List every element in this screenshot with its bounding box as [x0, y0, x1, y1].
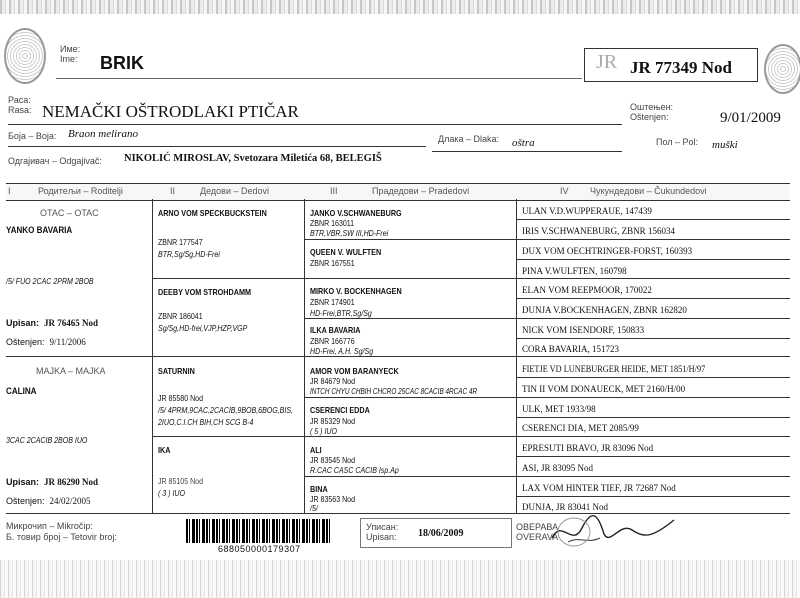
ggg-3: DUX VOM OECHTRINGER-FORST, 160393	[522, 246, 693, 256]
father-name: YANKO BAVARIA	[6, 225, 73, 236]
grandparent-3-reg: JR 85580 Nod	[158, 394, 204, 403]
col-grandparents: Дедови – Dedovi	[200, 186, 269, 196]
grandparent-4-info: ( 3 ) IUO	[158, 489, 185, 498]
great-grandparent-8-name: BINA	[310, 484, 328, 494]
sex-value: muški	[712, 139, 738, 151]
ggg-12: CSERENCI DIA, MET 2085/99	[522, 423, 639, 433]
name-label: Име: Ime:	[60, 44, 81, 64]
scan-noise-top	[0, 0, 800, 14]
ggg-6: DUNJA V.BOCKENHAGEN, ZBNR 162820	[522, 305, 687, 315]
ggg-13: EPRESUTI BRAVO, JR 83096 Nod	[522, 443, 654, 453]
father-reg-value: JR 76465 Nod	[44, 318, 99, 328]
ggg-5: ELAN VOM REEPMOOR, 170022	[522, 285, 652, 295]
grid-hline-e5	[304, 397, 790, 398]
scan-noise-bottom	[0, 560, 800, 598]
grandparent-1-info: BTR,Sg/Sg,HD-Frei	[158, 250, 220, 259]
ggg-16: DUNJA, JR 83041 Nod	[522, 502, 609, 512]
grid-hline-s11	[516, 417, 790, 418]
great-grandparent-7-reg: JR 83545 Nod	[310, 456, 356, 465]
grandparent-1-reg: ZBNR 177547	[158, 238, 203, 247]
father-born	[6, 337, 86, 347]
great-grandparent-2-name: QUEEN V. WULFTEN	[310, 247, 382, 257]
grid-hline-s13	[516, 456, 790, 457]
grandparent-1-name: ARNO VOM SPECKBUCKSTEIN	[158, 208, 267, 218]
verified-label-cyr: ОВЕРАВА	[516, 522, 559, 532]
whelped-label: Оштењен: Oštenjen:	[630, 102, 674, 122]
signature-icon	[548, 508, 678, 552]
whelped-value: 9/01/2009	[720, 110, 781, 126]
grid-hline-s3	[516, 259, 790, 260]
breed-label: Раса: Rasa:	[8, 95, 32, 115]
great-grandparent-3-info: HD-Frei,BTR,Sg/Sg	[310, 309, 372, 318]
ggg-2: IRIS V.SCHWANEBURG, ZBNR 156034	[522, 226, 675, 236]
chip-label: Микрочип – Mikročip:	[6, 521, 93, 531]
ggg-11: ULK, MET 1933/98	[522, 404, 596, 414]
mother-born-value: 24/02/2005	[49, 496, 91, 506]
ggg-9: FIETJE VD LUNEBURGER HEIDE, MET 1851/H/97	[522, 364, 706, 374]
great-grandparent-5-reg: JR 84679 Nod	[310, 377, 356, 386]
hair-label: Длака – Dlaka:	[438, 134, 500, 144]
hair-value: oštra	[512, 137, 535, 149]
mother-reg-value: JR 86290 Nod	[44, 477, 99, 487]
great-grandparent-5-info: INTCH CHYU CHBIH CHCRO 25CAC 8CACIB 4RCAC 4R	[310, 387, 478, 396]
entered-label: Upisan:	[366, 532, 397, 542]
breed-divider	[8, 124, 622, 125]
seal-right-icon	[764, 44, 800, 94]
grandparent-4-reg: JR 85105 Nod	[158, 477, 204, 486]
great-grandparent-4-reg: ZBNR 166776	[310, 337, 355, 346]
ggg-1: ULAN V.D.WUPPERAUE, 147439	[522, 206, 652, 216]
father-born-label: Oštenjen:	[6, 337, 45, 347]
great-grandparent-6-name: CSERENCI EDDA	[310, 405, 370, 415]
ggg-7: NICK VOM ISENDORF, 150833	[522, 325, 645, 335]
father-reg	[6, 318, 98, 328]
hair-divider	[432, 151, 622, 152]
breed-value: NEMAČKI OŠTRODLAKI PTIČAR	[42, 102, 299, 121]
col-numeral-4: IV	[560, 186, 569, 196]
ggg-8: CORA BAVARIA, 151723	[522, 344, 619, 354]
tattoo-label: Б. товир број – Tetovir broj:	[6, 532, 117, 542]
ggg-4: PINA V.WULFTEN, 160798	[522, 266, 627, 276]
reg-number: JR 77349 Nod	[630, 58, 733, 77]
father-heading: OTAC – OTAC	[40, 208, 99, 218]
great-grandparent-1-reg: ZBNR 163011	[310, 219, 355, 228]
mother-born	[6, 496, 91, 506]
ggg-15: LAX VOM HINTER TIEF, JR 72687 Nod	[522, 483, 676, 493]
reg-prefix: JR	[596, 51, 618, 73]
father-reg-label: Upisan:	[6, 318, 40, 328]
grid-hline-e3	[304, 318, 790, 319]
grandparent-3-info2: 2IUO,C.I.CH BIH,CH SCG B-4	[158, 418, 254, 427]
mother-reg	[6, 477, 98, 487]
seal-left-icon	[4, 28, 46, 84]
color-divider	[8, 146, 426, 147]
great-grandparent-6-info: ( 5 ) IUO	[310, 427, 337, 436]
grandparent-3-name: SATURNIN	[158, 366, 195, 376]
grid-hline-half	[6, 356, 790, 357]
entered-label-cyr: Уписан:	[366, 522, 399, 532]
col-numeral-3: III	[330, 186, 338, 196]
mother-titles: 3CAC 2CACIB 2BOB IUO	[6, 436, 88, 445]
great-grandparent-5-name: AMOR VOM BARANYECK	[310, 366, 399, 376]
mother-name: CALINA	[6, 386, 37, 397]
barcode-number: 688050000179307	[218, 544, 301, 554]
grid-hline-q1	[152, 278, 790, 279]
sex-label: Пол – Pol:	[656, 137, 699, 147]
grid-hline-s9	[516, 377, 790, 378]
grandparent-2-name: DEEBY VOM STROHDAMM	[158, 287, 251, 297]
header-divider	[56, 78, 582, 79]
dog-name: BRIK	[100, 53, 144, 73]
grid-hline-e7	[304, 476, 790, 477]
grandparent-4-name: IKA	[158, 445, 171, 455]
mother-born-label: Oštenjen:	[6, 496, 45, 506]
great-grandparent-8-info: /5/	[310, 504, 318, 513]
ggg-10: TIN II VOM DONAUECK, MET 2160/H/00	[522, 384, 686, 394]
entered-value: 18/06/2009	[418, 528, 464, 539]
great-grandparent-4-info: HD-Frei, A.H. Sg/Sg	[310, 347, 374, 356]
great-grandparent-1-name: JANKO V.SCHWANEBURG	[310, 208, 402, 218]
col-parents: Родитељи – Roditelji	[38, 186, 123, 196]
grandparent-2-reg: ZBNR 186041	[158, 312, 203, 321]
grandparent-3-info: /5/ 4PRM,9CAC,2CACIB,9BOB,6BOG,BIS,	[158, 406, 293, 415]
grandparent-2-info: Sg/Sg,HD-frei,VJP,HZP,VGP	[158, 324, 248, 333]
great-grandparent-6-reg: JR 85329 Nod	[310, 417, 356, 426]
col-great-great-grandparents: Чукундедови – Čukundedovi	[590, 186, 707, 196]
great-grandparent-3-name: MIRKO V. BOCKENHAGEN	[310, 286, 402, 296]
father-born-value: 9/11/2006	[49, 337, 86, 347]
great-grandparent-1-info: BTR,VBR,SW III,HD-Frei	[310, 229, 389, 238]
great-grandparent-2-reg: ZBNR 167551	[310, 259, 355, 268]
father-titles: /5/ FUO 2CAC 2PRM 2BOB	[6, 277, 94, 286]
great-grandparent-3-reg: ZBNR 174901	[310, 298, 355, 307]
great-grandparent-8-reg: JR 83563 Nod	[310, 495, 356, 504]
color-label: Боја – Boja:	[8, 131, 57, 141]
col-numeral-2: II	[170, 186, 176, 196]
color-value: Braon melirano	[68, 128, 138, 140]
grid-hline-s7	[516, 338, 790, 339]
ggg-14: ASI, JR 83095 Nod	[522, 463, 594, 473]
grid-hline-s15	[516, 496, 790, 497]
mother-reg-label: Upisan:	[6, 477, 40, 487]
breeder-label: Одгајивач – Odgajivač:	[8, 156, 102, 166]
grid-hline-e1	[304, 239, 790, 240]
mother-heading: MAJKA – MAJKA	[36, 366, 106, 376]
grid-hline-s1	[516, 219, 790, 220]
barcode	[186, 519, 332, 543]
grid-hline-q3	[152, 436, 790, 437]
great-grandparent-4-name: ILKA BAVARIA	[310, 325, 361, 335]
great-grandparent-7-name: ALI	[310, 445, 322, 455]
verified-label: OVERAVA	[516, 532, 559, 542]
great-grandparent-7-info: R.CAC CASC CACIB Isp.Ap	[310, 466, 399, 475]
col-great-grandparents: Прадедови – Pradedovi	[372, 186, 470, 196]
col-numeral-1: I	[8, 186, 11, 196]
breeder-value: NIKOLIĆ MIROSLAV, Svetozara Miletića 68, BELEGIŠ	[124, 153, 382, 164]
grid-hline-s5	[516, 298, 790, 299]
